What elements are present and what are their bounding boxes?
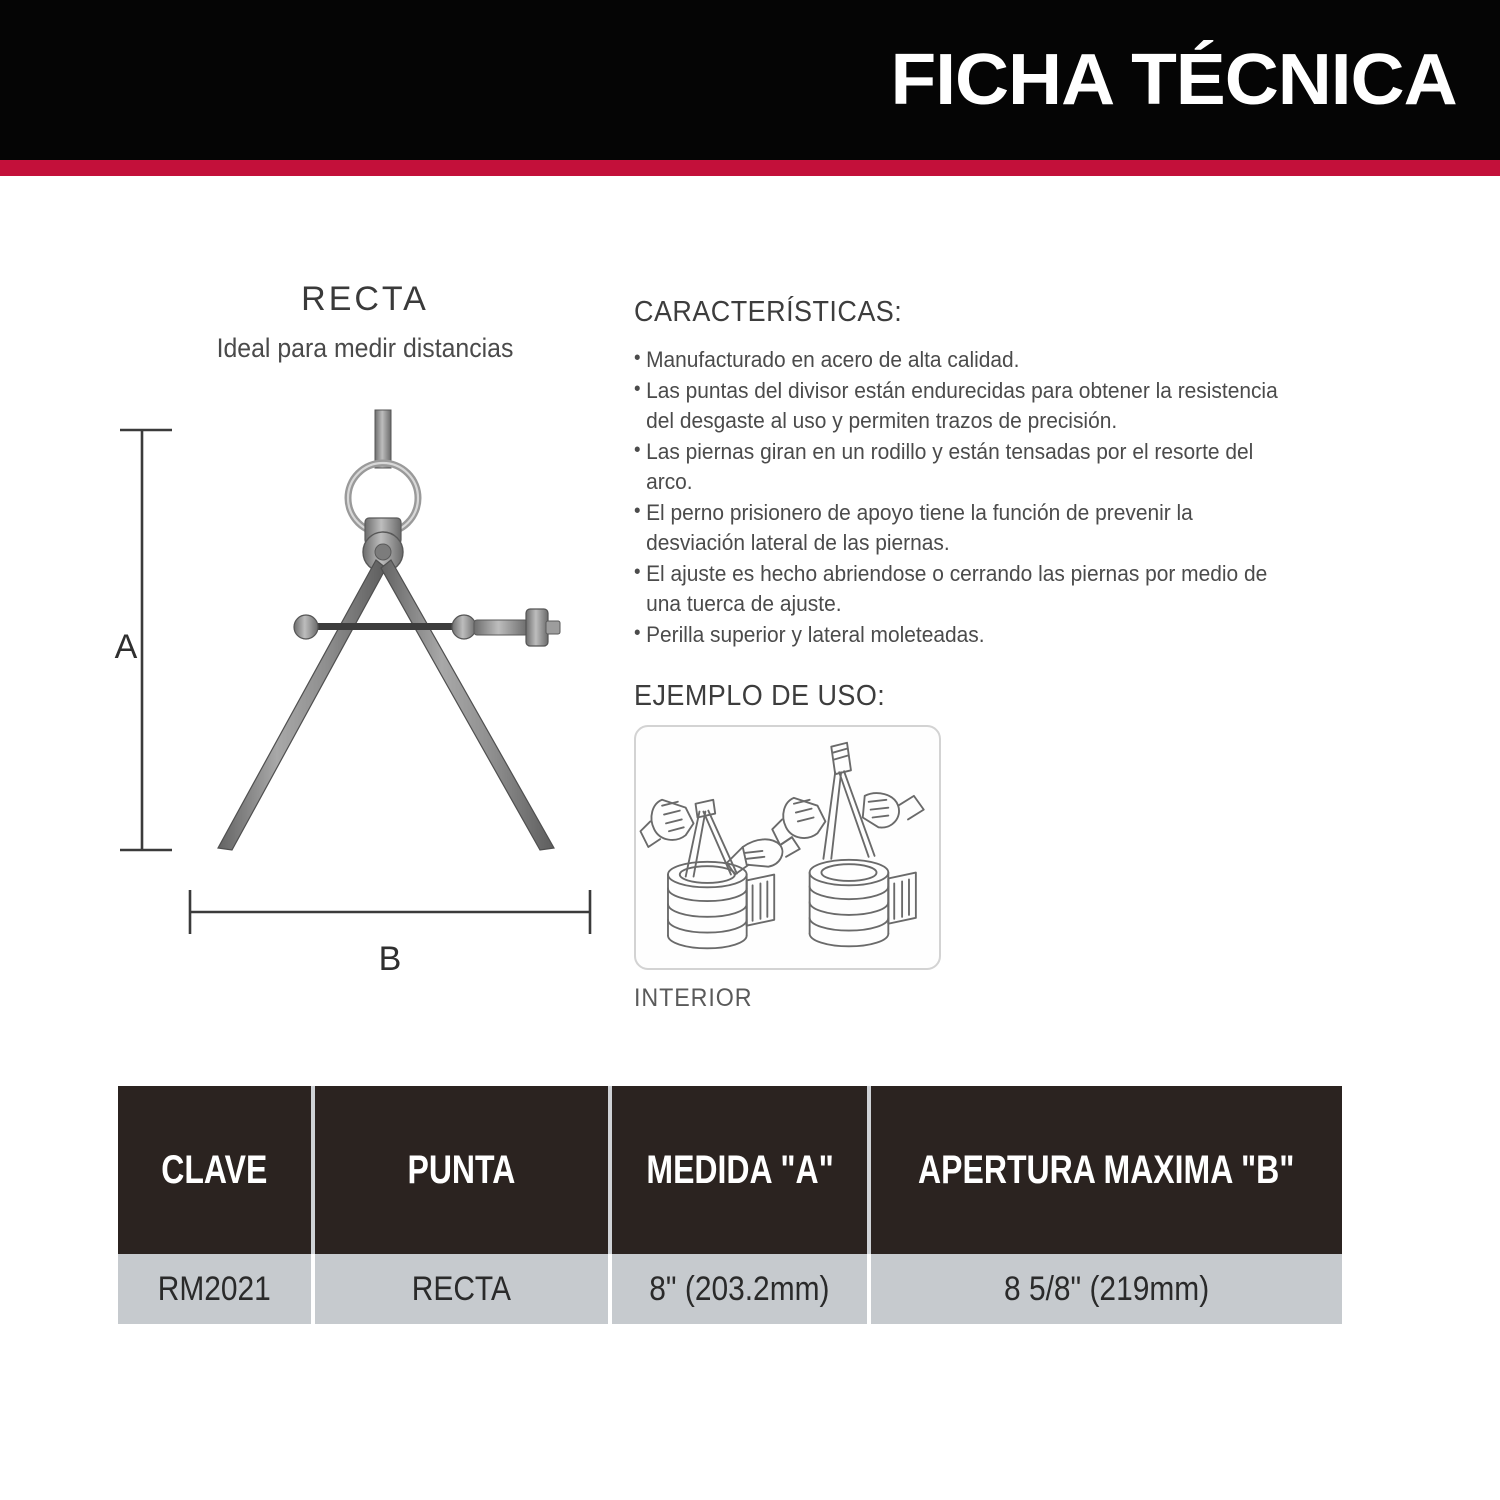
feature-text: Manufacturado en acero de alta calidad. bbox=[646, 347, 1020, 372]
divider-leg-left bbox=[218, 560, 386, 850]
crossbar-boss-right bbox=[452, 615, 476, 639]
bullet-glyph: • bbox=[634, 561, 641, 584]
bullet-glyph: • bbox=[634, 347, 641, 369]
feature-text: El perno prisionero de apoyo tiene la función de prevenir la desviación lateral de las piernas. bbox=[646, 500, 1193, 555]
table-row bbox=[118, 1254, 1342, 1324]
usage-illustration-box bbox=[634, 725, 941, 970]
dimension-label-a: A bbox=[114, 628, 138, 666]
product-info-section bbox=[634, 296, 1294, 1013]
feature-text: Perilla superior y lateral moleteadas. bbox=[646, 622, 985, 648]
adjust-crossbar bbox=[307, 623, 463, 630]
table-header-medida-a: MEDIDA "A" bbox=[612, 1086, 872, 1254]
divider-tool-diagram bbox=[110, 400, 620, 1020]
adjust-nut-cap bbox=[546, 621, 560, 634]
feature-item bbox=[634, 437, 1297, 496]
cell-clave: RM2021 bbox=[118, 1254, 315, 1324]
divider-leg-right bbox=[381, 560, 554, 850]
bullet-glyph: • bbox=[634, 378, 641, 401]
feature-item bbox=[634, 345, 1297, 374]
pivot-screw bbox=[375, 544, 391, 560]
product-title: RECTA bbox=[301, 280, 429, 318]
feature-text: Las piernas giran en un rodillo y están tensadas por el resorte del arco. bbox=[646, 439, 1254, 494]
bullet-glyph: • bbox=[634, 439, 641, 462]
page-header bbox=[0, 0, 1500, 160]
feature-item bbox=[634, 376, 1297, 435]
feature-item bbox=[634, 498, 1297, 557]
features-heading: CARACTERÍSTICAS: bbox=[634, 296, 903, 328]
usage-caption: INTERIOR bbox=[634, 983, 753, 1012]
feature-item bbox=[634, 559, 1297, 618]
cell-apertura-maxima-b: 8 5/8" (219mm) bbox=[871, 1254, 1342, 1324]
feature-text: Las puntas del divisor están endurecidas para obtener la resistencia del desgaste al uso y permiten trazos de precisión. bbox=[646, 378, 1278, 433]
usage-heading: EJEMPLO DE USO: bbox=[634, 679, 886, 712]
cell-punta: RECTA bbox=[315, 1254, 612, 1324]
feature-text: El ajuste es hecho abriendose o cerrando las piernas por medio de una tuerca de ajuste. bbox=[646, 561, 1268, 616]
table-header-row bbox=[118, 1086, 1342, 1254]
adjust-nut bbox=[526, 609, 548, 646]
crossbar-boss-left bbox=[294, 615, 318, 639]
cell-medida-a: 8" (203.2mm) bbox=[612, 1254, 872, 1324]
usage-scene-interior-right bbox=[772, 742, 923, 946]
top-knurled-knob bbox=[375, 410, 391, 468]
usage-scene-interior-left bbox=[640, 799, 799, 948]
feature-item bbox=[634, 620, 1297, 649]
header-accent-rule bbox=[0, 160, 1500, 176]
product-subtitle: Ideal para medir distancias bbox=[216, 333, 514, 363]
dimension-label-b: B bbox=[378, 940, 402, 978]
bullet-glyph: • bbox=[634, 500, 641, 523]
features-list bbox=[634, 345, 1294, 650]
table-header-apertura-maxima-b: APERTURA MAXIMA "B" bbox=[871, 1086, 1342, 1254]
adjust-screw-shaft bbox=[474, 620, 528, 635]
page-title: FICHA TÉCNICA bbox=[890, 40, 1457, 120]
product-diagram-section bbox=[110, 280, 620, 1020]
bullet-glyph: • bbox=[634, 622, 641, 645]
specifications-table bbox=[118, 1086, 1342, 1324]
usage-illustration bbox=[636, 727, 939, 968]
table-header-punta: PUNTA bbox=[315, 1086, 612, 1254]
table-header-clave: CLAVE bbox=[118, 1086, 315, 1254]
dimension-line-b bbox=[190, 890, 590, 934]
